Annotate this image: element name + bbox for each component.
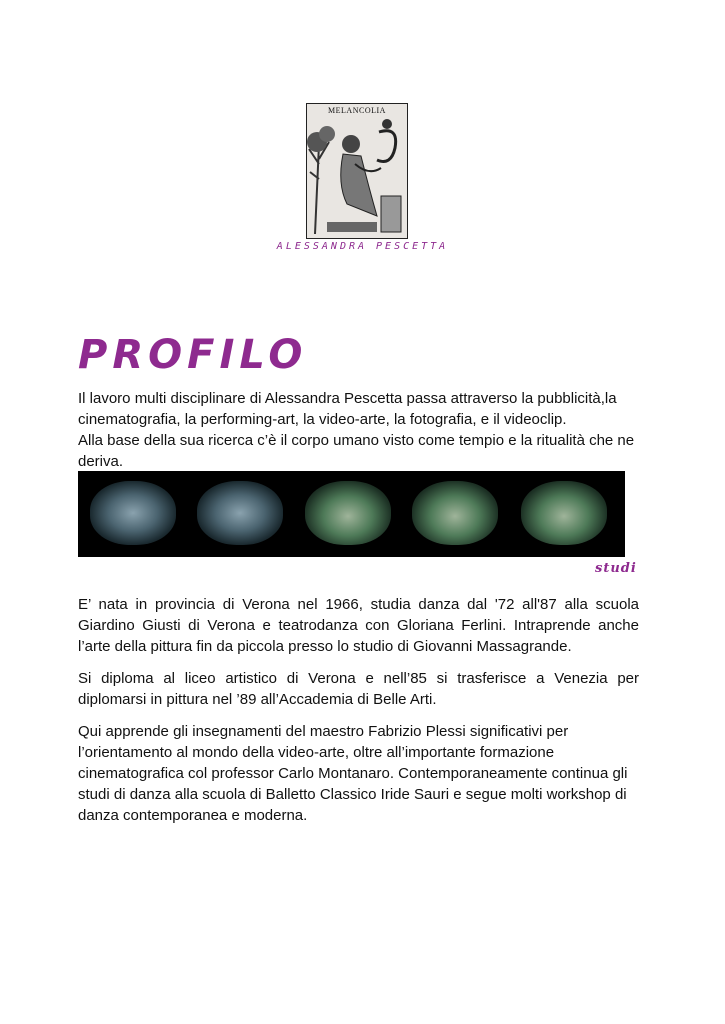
- biography-paragraph: E’ nata in provincia di Verona nel 1966, studia danza dal '72 all'87 alla scuola Giardino Giusti di Verona e teatrodanza con Gloriana Ferlini. Intraprende anche l’arte della pittura fin da piccola presso lo studio di Giovanni Massagrande.: [78, 596, 639, 655]
- biography-paragraph: Qui apprende gli insegnamenti del maestro Fabrizio Plessi significativi per l’orientamento al mondo della video-arte, oltre all’importante formazione cinematografica col professor Carlo Montanaro. Contemporaneamente continua gli studi di danza alla scuola di Balletto Classico Iride Sauri e segue molti workshop di danza contemporanea e moderna.: [78, 723, 628, 824]
- film-still-image: [305, 481, 391, 545]
- intro-text: [78, 388, 646, 472]
- film-still-image: [90, 481, 176, 545]
- biography-text: [78, 594, 639, 837]
- intro-paragraph: Il lavoro multi disciplinare di Alessandra Pescetta passa attraverso la pubblicità,la cinematografia, la performing-art, la video-arte, la fotografia, e il videoclip.: [78, 390, 617, 428]
- intro-paragraph: Alla base della sua ricerca c’è il corpo umano visto come tempio e la ritualità che ne deriva.: [78, 432, 635, 470]
- film-stills-strip: [78, 471, 625, 557]
- film-still-image: [412, 481, 498, 545]
- film-still-image: [197, 481, 283, 545]
- engraving-caption: MELANCOLIA: [328, 106, 386, 115]
- engraving-illustration: [307, 104, 407, 238]
- film-still-image: [521, 481, 607, 545]
- melancolia-engraving-image: [306, 103, 408, 239]
- biography-paragraph: Si diploma al liceo artistico di Verona e nell’85 si trasferisce a Venezia per diplomarsi in pittura nel ’89 all’Accademia di Belle Arti.: [78, 670, 639, 708]
- artist-name: ALESSANDRA PESCETTA: [276, 241, 449, 252]
- film-strip-caption: studi: [595, 561, 637, 576]
- page-title: PROFILO: [78, 332, 308, 378]
